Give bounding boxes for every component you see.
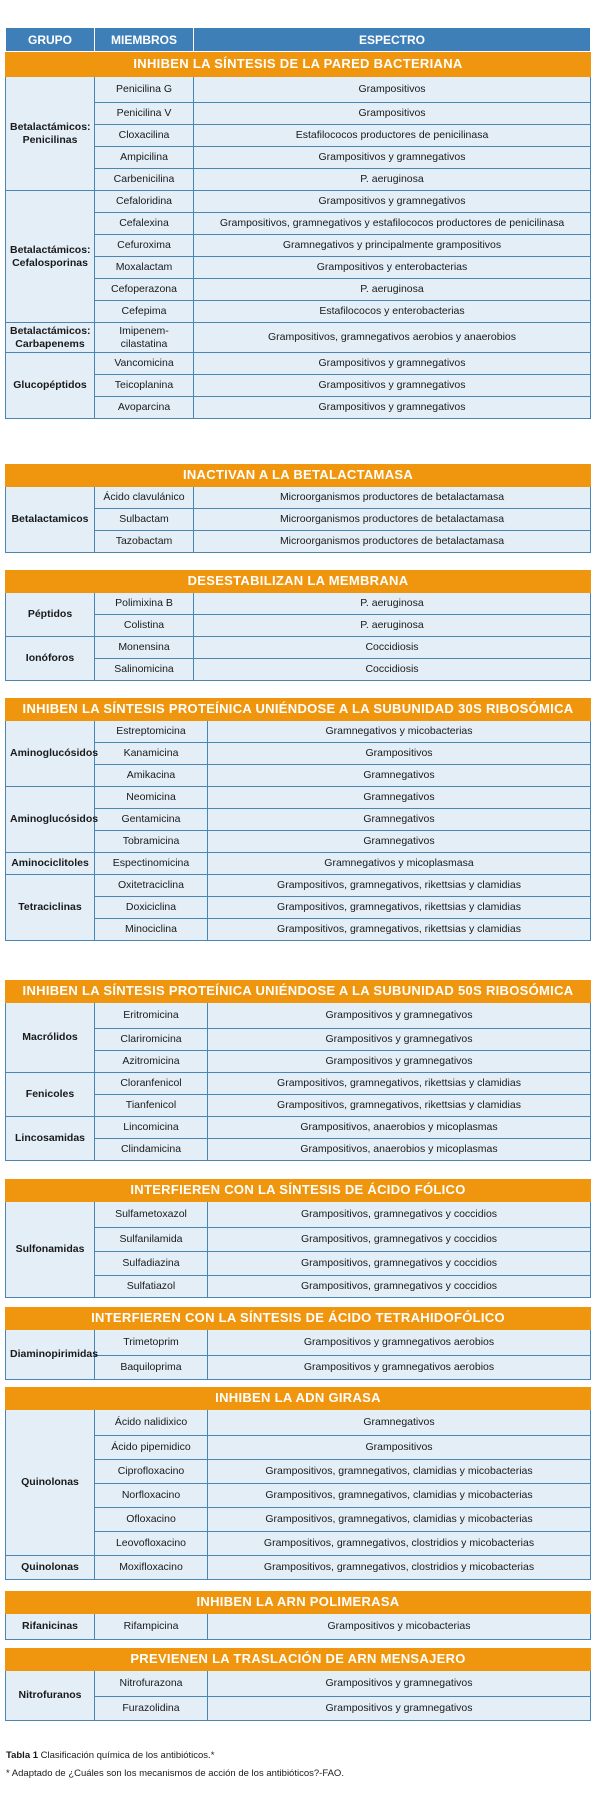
member-cell: Polimixina B [95,593,194,615]
member-cell: Oxitetraciclina [95,875,208,897]
spectrum-cell: Microorganismos productores de betalactamasa [194,509,591,531]
table-row [6,1614,591,1640]
section-title: INHIBEN LA SÍNTESIS PROTEÍNICA UNIÉNDOSE A LA SUBUNIDAD 30S RIBOSÓMICA [6,699,591,721]
spectrum-cell: Grampositivos, gramnegativos, rikettsias y clamidias [208,875,591,897]
member-cell: Sulfanilamida [95,1228,208,1252]
section-title-row [6,571,591,593]
member-cell: Leovofloxacino [95,1532,208,1556]
group-name-lincosamidas: Lincosamidas [6,1117,95,1161]
header-row [6,28,591,52]
spectrum-cell: Grampositivos y gramnegativos [194,375,591,397]
caption-text: Clasificación química de los antibióticos.* [38,1750,215,1761]
table-row [6,487,591,509]
group-name-betalactamicos: Betalactamicos [6,487,95,553]
spectrum-cell: Grampositivos, gramnegativos, rikettsias y clamidias [208,1095,591,1117]
spectrum-cell: Estafilococos y enterobacterias [194,301,591,323]
member-cell: Baquiloprima [95,1356,208,1380]
spectrum-cell: Grampositivos y gramnegativos [208,1671,591,1697]
member-cell: Colistina [95,615,194,637]
spectrum-cell: Gramnegativos [208,831,591,853]
member-cell: Penicilina G [95,77,194,103]
member-cell: Ofloxacino [95,1508,208,1532]
member-cell: Tazobactam [95,531,194,553]
spectrum-cell: Grampositivos y gramnegativos [194,191,591,213]
section-title-row [6,981,591,1003]
section-title: INHIBEN LA ADN GIRASA [6,1388,591,1410]
spectrum-cell: Grampositivos y gramnegativos [208,1029,591,1051]
spectrum-cell: Grampositivos, gramnegativos, clostridios y micobacterias [208,1556,591,1580]
member-cell: Ácido clavulánico [95,487,194,509]
group-name-quinolonas: Quinolonas [6,1410,95,1556]
member-cell: Sulfadiazina [95,1252,208,1276]
section-table-3 [5,570,591,681]
member-cell: Sulfametoxazol [95,1202,208,1228]
section-title-row [6,1388,591,1410]
member-cell: Cefaloridina [95,191,194,213]
member-cell: Lincomicina [95,1117,208,1139]
member-cell: Teicoplanina [95,375,194,397]
member-cell: Gentamicina [95,809,208,831]
group-name-nitrofuranos: Nitrofuranos [6,1671,95,1721]
table-row [6,875,591,897]
spectrum-cell: Grampositivos, gramnegativos, clamidias y micobacterias [208,1484,591,1508]
table-row [6,1117,591,1139]
spectrum-cell: Grampositivos [208,1436,591,1460]
section-title-row [6,53,591,77]
member-cell: Cefuroxima [95,235,194,257]
spectrum-cell: P. aeruginosa [194,169,591,191]
member-cell: Ampicilina [95,147,194,169]
section-table-6 [5,1179,591,1298]
spectrum-cell: Grampositivos, gramnegativos y coccidios [208,1202,591,1228]
group-name-macrolidos: Macrólidos [6,1003,95,1073]
header-espectro: ESPECTRO [194,28,591,52]
spectrum-cell: Grampositivos, anaerobios y micoplasmas [208,1139,591,1161]
member-cell: Ácido pipemidico [95,1436,208,1460]
member-cell: Moxalactam [95,257,194,279]
section-table-4 [5,698,591,941]
spectrum-cell: Grampositivos y gramnegativos [208,1051,591,1073]
spectrum-cell: Gramnegativos [208,809,591,831]
table-row [6,77,591,103]
section-title: INHIBEN LA SÍNTESIS DE LA PARED BACTERIANA [6,53,591,77]
member-cell: Cefoperazona [95,279,194,301]
table-row [6,853,591,875]
spectrum-cell: Grampositivos [194,103,591,125]
table-row [6,637,591,659]
table-row [6,191,591,213]
section-title: INTERFIEREN CON LA SÍNTESIS DE ÁCIDO FÓLICO [6,1180,591,1202]
spectrum-cell: Grampositivos, gramnegativos, rikettsias y clamidias [208,1073,591,1095]
spectrum-cell: Grampositivos y enterobacterias [194,257,591,279]
spectrum-cell: P. aeruginosa [194,615,591,637]
group-name-aminoglucosidos: Aminoglucósidos [6,787,95,853]
section-title-row [6,1592,591,1614]
member-cell: Amikacina [95,765,208,787]
section-title-row [6,1308,591,1330]
table-row [6,1202,591,1228]
spectrum-cell: Coccidiosis [194,659,591,681]
spectrum-cell: Estafilococos productores de penicilinasa [194,125,591,147]
spectrum-cell: Grampositivos y micobacterias [208,1614,591,1640]
member-cell: Norfloxacino [95,1484,208,1508]
caption-label: Tabla 1 [6,1750,39,1761]
member-cell: Neomicina [95,787,208,809]
spectrum-cell: Grampositivos y gramnegativos [194,353,591,375]
section-title-row [6,1180,591,1202]
section-title: PREVIENEN LA TRASLACIÓN DE ARN MENSAJERO [6,1649,591,1671]
table-row [6,1003,591,1029]
member-cell: Tianfenicol [95,1095,208,1117]
section-table-10 [5,1648,591,1721]
section-title-row [6,1649,591,1671]
group-name-quinolonas: Quinolonas [6,1556,95,1580]
spectrum-cell: Grampositivos, anaerobios y micoplasmas [208,1117,591,1139]
group-name-betalactamicos-cefalosporinas: Betalactámicos: Cefalosporinas [6,191,95,323]
member-cell: Vancomicina [95,353,194,375]
member-cell: Rifampicina [95,1614,208,1640]
member-cell: Furazolidina [95,1697,208,1721]
member-cell: Imipenem-cilastatina [95,323,194,353]
member-cell: Carbenicilina [95,169,194,191]
member-cell: Eritromicina [95,1003,208,1029]
member-cell: Cefepima [95,301,194,323]
spectrum-cell: Grampositivos [194,77,591,103]
spectrum-cell: Grampositivos, gramnegativos y coccidios [208,1276,591,1298]
spectrum-cell: Grampositivos, gramnegativos, rikettsias y clamidias [208,919,591,941]
table-row [6,1556,591,1580]
spectrum-cell: Grampositivos, gramnegativos, clostridios y micobacterias [208,1532,591,1556]
table-row [6,593,591,615]
section-title-row [6,465,591,487]
spectrum-cell: Grampositivos y gramnegativos [194,397,591,419]
group-name-betalactamicos-carbapenems: Betalactámicos: Carbapenems [6,323,95,353]
member-cell: Cloxacilina [95,125,194,147]
group-name-peptidos: Péptidos [6,593,95,637]
section-title: INTERFIEREN CON LA SÍNTESIS DE ÁCIDO TETRAHIDOFÓLICO [6,1308,591,1330]
spectrum-cell: Gramnegativos y principalmente grampositivos [194,235,591,257]
section-title: INHIBEN LA SÍNTESIS PROTEÍNICA UNIÉNDOSE A LA SUBUNIDAD 50S RIBOSÓMICA [6,981,591,1003]
group-name-fenicoles: Fenicoles [6,1073,95,1117]
spectrum-cell: Grampositivos, gramnegativos, clamidias y micobacterias [208,1508,591,1532]
spectrum-cell: Grampositivos y gramnegativos [208,1697,591,1721]
spectrum-cell: Grampositivos y gramnegativos [194,147,591,169]
spectrum-cell: Grampositivos y gramnegativos aerobios [208,1356,591,1380]
member-cell: Cloranfenicol [95,1073,208,1095]
group-name-aminociclitoles: Aminociclitoles [6,853,95,875]
spectrum-cell: Gramnegativos [208,765,591,787]
section-table-1 [5,52,591,419]
member-cell: Minociclina [95,919,208,941]
table-row [6,1410,591,1436]
section-table-2 [5,464,591,553]
spectrum-cell: P. aeruginosa [194,279,591,301]
section-title: DESESTABILIZAN LA MEMBRANA [6,571,591,593]
group-name-rifanicinas: Rifanicinas [6,1614,95,1640]
member-cell: Clindamicina [95,1139,208,1161]
spectrum-cell: Gramnegativos y micoplasmasa [208,853,591,875]
table-row [6,353,591,375]
spectrum-cell: Grampositivos, gramnegativos aerobios y anaerobios [194,323,591,353]
table-header [5,27,591,52]
group-name-sulfonamidas: Sulfonamidas [6,1202,95,1298]
spectrum-cell: Gramnegativos [208,787,591,809]
section-table-9 [5,1591,591,1640]
member-cell: Cefalexina [95,213,194,235]
member-cell: Avoparcina [95,397,194,419]
member-cell: Tobramicina [95,831,208,853]
member-cell: Clariromicina [95,1029,208,1051]
table-caption [6,1750,214,1761]
table-row [6,721,591,743]
member-cell: Nitrofurazona [95,1671,208,1697]
section-table-5 [5,980,591,1161]
member-cell: Monensina [95,637,194,659]
section-title-row [6,699,591,721]
member-cell: Sulfatiazol [95,1276,208,1298]
member-cell: Doxiciclina [95,897,208,919]
group-name-glucopeptidos: Glucopéptidos [6,353,95,419]
group-name-aminoglucosidos: Aminoglucósidos [6,721,95,787]
header-miembros: MIEMBROS [95,28,194,52]
spectrum-cell: Coccidiosis [194,637,591,659]
spectrum-cell: Grampositivos y gramnegativos [208,1003,591,1029]
member-cell: Ácido nalidixico [95,1410,208,1436]
spectrum-cell: Gramnegativos y micobacterias [208,721,591,743]
table-row [6,323,591,353]
member-cell: Moxifloxacino [95,1556,208,1580]
member-cell: Estreptomicina [95,721,208,743]
spectrum-cell: Grampositivos, gramnegativos, clamidias y micobacterias [208,1460,591,1484]
section-table-8 [5,1387,591,1580]
section-table-7 [5,1307,591,1380]
header-grupo: GRUPO [6,28,95,52]
member-cell: Kanamicina [95,743,208,765]
table-row [6,1671,591,1697]
spectrum-cell: Grampositivos [208,743,591,765]
spectrum-cell: Grampositivos y gramnegativos aerobios [208,1330,591,1356]
spectrum-cell: Microorganismos productores de betalactamasa [194,487,591,509]
group-name-diaminopirimidas: Diaminopirimidas [6,1330,95,1380]
table-row [6,1330,591,1356]
spectrum-cell: Grampositivos, gramnegativos, rikettsias y clamidias [208,897,591,919]
group-name-ionoforos: Ionóforos [6,637,95,681]
spectrum-cell: Gramnegativos [208,1410,591,1436]
member-cell: Espectinomicina [95,853,208,875]
member-cell: Salinomicina [95,659,194,681]
table-footnote: * Adaptado de ¿Cuáles son los mecanismos de acción de los antibióticos?-FAO. [6,1768,344,1779]
member-cell: Azitromicina [95,1051,208,1073]
section-title: INACTIVAN A LA BETALACTAMASA [6,465,591,487]
member-cell: Penicilina V [95,103,194,125]
member-cell: Trimetoprim [95,1330,208,1356]
spectrum-cell: Grampositivos, gramnegativos y estafilococos productores de penicilinasa [194,213,591,235]
group-name-betalactamicos-penicilinas: Betalactámicos: Penicilinas [6,77,95,191]
section-title: INHIBEN LA ARN POLIMERASA [6,1592,591,1614]
member-cell: Sulbactam [95,509,194,531]
spectrum-cell: P. aeruginosa [194,593,591,615]
table-row [6,1073,591,1095]
spectrum-cell: Grampositivos, gramnegativos y coccidios [208,1228,591,1252]
group-name-tetraciclinas: Tetraciclinas [6,875,95,941]
table-row [6,787,591,809]
spectrum-cell: Microorganismos productores de betalactamasa [194,531,591,553]
member-cell: Ciprofloxacino [95,1460,208,1484]
spectrum-cell: Grampositivos, gramnegativos y coccidios [208,1252,591,1276]
